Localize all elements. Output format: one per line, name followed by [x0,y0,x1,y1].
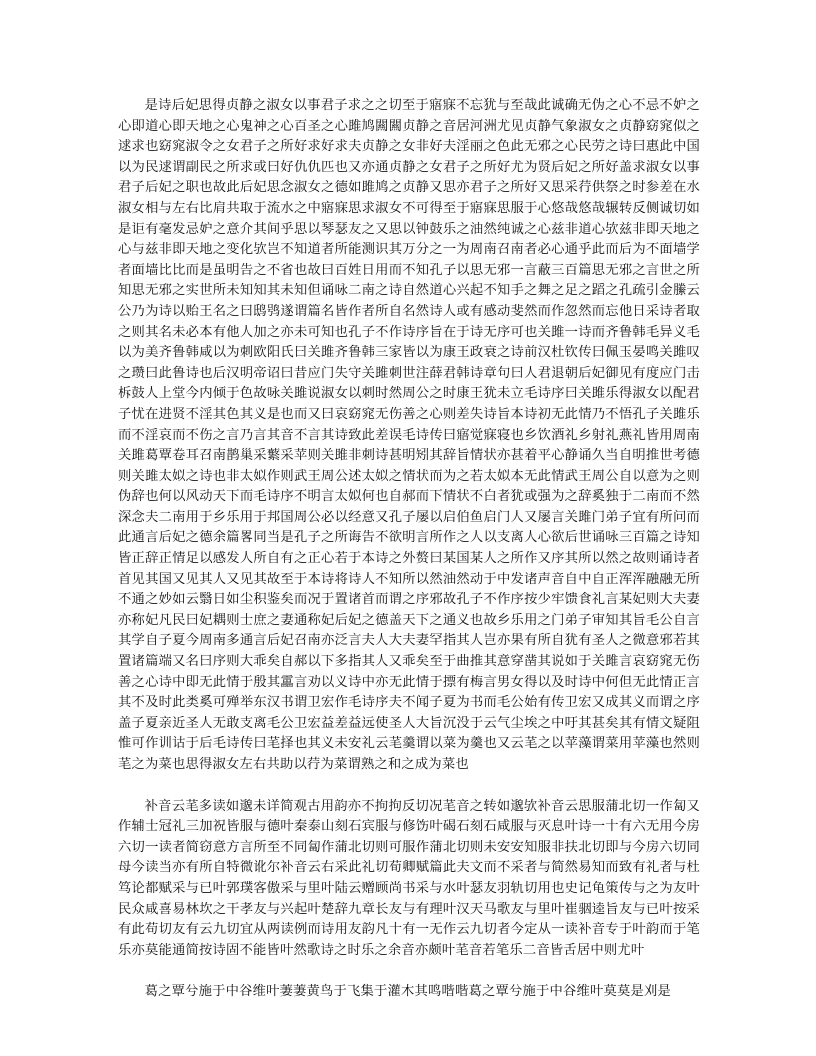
document-page [118,96,700,1003]
paragraph-spacer [118,961,700,982]
paragraph-buyin-notes: 补音云芼多读如邈未详简观古用韵亦不拘拘反切况芼音之转如邈欤补音云思服蒲北切一作匐又作辅士冠礼三加祝皆服与德叶秦泰山刻石宾服与修饬叶碣石刻石咸服与灭息叶诗一十有六无用今房六切一读者简窃意方言所至不同匐作蒲北切则可服作蒲北切则未安安知服非扶北切即与今房六切同母今读当亦有所自特微讹尔补音云右采此礼切荀卿赋篇此夫文而不采者与简然易知而致有礼者与杜笃论都赋采与已叶郭璞客傲采与里叶陆云赠顾尚书采与水叶瑟友羽轨切用也史记龟策传与之为友叶民众咸喜易林坎之干孝友与兴起叶楚辞九章长友与有理叶汉天马歌友与里叶崔骃逵旨友与已叶按采有此苟切友有云九切宜从两读例而诗用友韵凡十有一无作云九切者今定从一读补音专于叶韵而于笔乐亦莫能通简按诗固不能皆叶然歌诗之时乐之余音亦颇叶芼音若笔乐二音皆舌居中则尤叶 [118,798,700,958]
paragraph-getan-verse: 葛之覃兮施于中谷维叶萋萋黄鸟于飞集于灌木其鸣喈喈葛之覃兮施于中谷维叶莫莫是刈是 [144,984,671,1000]
paragraph-spacer [118,776,700,797]
paragraph-commentary-guanju: 是诗后妃思得贞静之淑女以事君子求之之切至于寤寐不忘犹与至哉此诚确无伪之心不忌不妒之心即道心即天地之心鬼神之心百圣之心雎鸠闗闗贞静之音居河洲尤见贞静气象淑女之贞静窈窕似之逑求也窈窕淑令之女君子之所好求好求夫贞静之女非好夫淫丽之色此无邪之心民劳之诗曰惠此中国以为民逑谓副民之所求或曰好仇仇匹也又亦通贞静之女君子之所好尤为贤后妃之所好盖求淑女以事君子后妃之职也故此后妃思念淑女之德如雎鸠之贞静又思亦君子之所好又思采荇供祭之时参差在水淑女相与左右比肩共取于流水之中寤寐思求淑女不可得至于寤寐思服于心悠哉悠哉辗转反侧诚切如是讵有毫发忌妒之意介其间乎思以琴瑟友之又思以钟鼓乐之油然纯诚之心兹非道心欤兹非即天地之心与兹非即天地之变化欤岂不知道者所能测识其万分之一为周南召南者必心通乎此而后为不面墙学者面墙比比而是虽明告之不省也故曰百姓日用而不知孔子以思无邪一言蔽三百篇思无邪之言世之所知思无邪之实世所未知知其未知但诵咏二南之诗自然道心兴起不知手之舞之足之蹈之孔疏引金縢云公乃为诗以贻王名之曰鸱鸮遂谓篇名皆作者所自名然诗人或有感动斐然而作忽然而忘他日采诗者取之则其名未必本有他人加之亦未可知也孔子不作诗序旨在于诗无序可也关雎一诗而齐鲁韩毛异义毛以为美齐鲁韩咸以为刺欧阳氏曰关雎齐鲁韩三家皆以为康王政衰之诗前汉杜钦传曰佩玉晏鸣关雎叹之瓒曰此鲁诗也后汉明帝诏曰昔应门失守关雎刺世注薛君韩诗章句曰人君退朝后妃御见有度应门击柝鼓人上堂今内倾于色故咏关雎说淑女以刺时然周公之时康王犹未立毛诗序曰关雎乐得淑女以配君子忧在进贤不淫其色其义是也而又曰哀窈窕无伤善之心则差失诗旨本诗初无此情乃不悟孔子关雎乐而不淫哀而不伤之言乃言其音不言其诗致此差误毛诗传曰寤觉寐寝也乡饮酒礼乡射礼燕礼皆用周南关雎葛覃卷耳召南鹊巢采蘩采苹则关雎非刺诗甚明矧其辞旨情状亦甚着平心静诵久当自明推世考德则关雎太姒之诗也非太姒作则武王周公述太姒之情状而为之若太姒本无此情武王周公自以意为之则伪辞也何以风动天下而毛诗序不明言太姒何也自郝而下情状不白者犹或强为之辞奚独于二南而不然深念夫二南用于乡乐用于邦国周公必以经意又孔子屡以启伯鱼启门人又屡言关雎门弟子宜有所问而此通言后妃之德余篇畧同当是孔子之所诲告不欲明言所作之人以支离人心欲后世诵咏三百篇之诗知皆正辞正情足以感发人所自有之正心若于本诗之外赘曰某国某人之所作又序其所以然之故则诵诗者首见其国又见其人又见其故至于本诗将诗人不知所以然油然动于中发诸声音自中自正浑浑融融无所不通之妙如云翳日如尘积鉴矣而况于置诸首而谓之序邪故孔子不作序按少牢馈食礼言某妃则大夫妻亦称妃凡民曰妃耦则士庶之妻通称妃后妃之德盖天下之通义也故乡乐用之门弟子审知其旨毛公自言其学自子夏今周南多通言后妃召南亦泛言夫人大夫妻罕指其人岂亦果有所自犹有圣人之微意邪若其置诸篇端又名曰序则大乖矣自郝以下多指其人又乖矣至于曲推其意穿凿其说如于关雎言哀窈窕无伤善之心诗中即无此情于殷其靁言劝以义诗中亦无此情于摽有梅言男女得以及时诗中何但无此情正言其不及时此类奚可殚举东汉书谓卫宏作毛诗序夫不闻子夏为书而毛公始有传卫宏又成其义而谓之序盖子夏亲近圣人无敢支离毛公卫宏益差益远使圣人大旨沉没于云气尘埃之中吁其甚矣其有情文疑阻惟可作训诂于后毛诗传曰芼择也其义未安礼云芼羹谓以菜为羹也又云芼之以苹藻谓菜用苹藻也然则芼之为菜也思得淑女左右共助以荇为菜谓熟之和之成为菜也 [118,98,700,772]
